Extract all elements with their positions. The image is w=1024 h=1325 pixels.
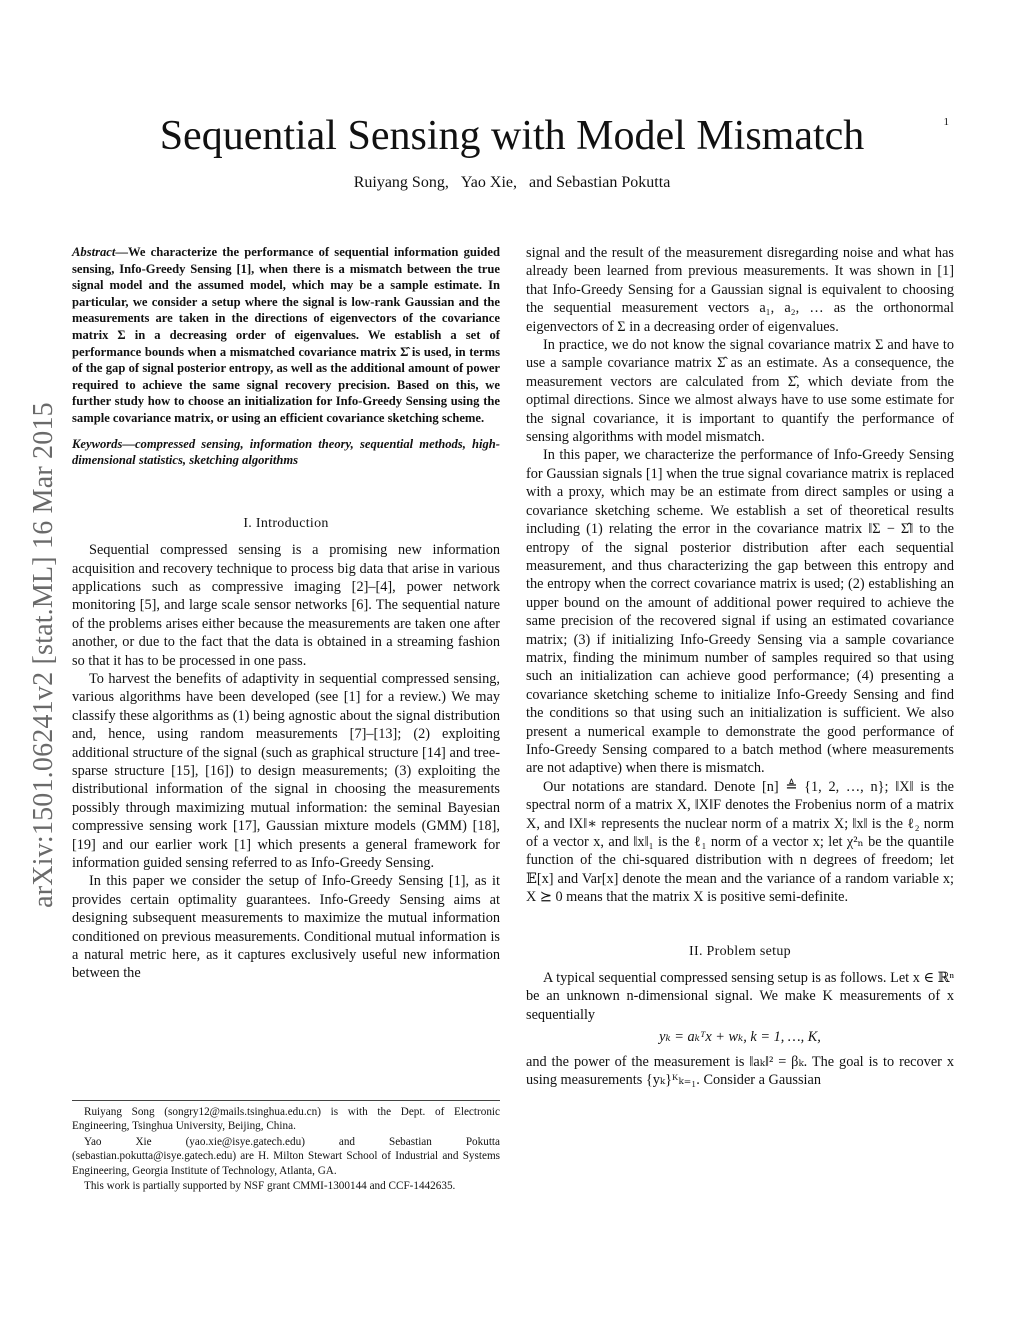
footnote: This work is partially supported by NSF grant CMMI-1300144 and CCF-1442635. [84,1180,456,1193]
arxiv-stamp [18,340,70,970]
abstract-text: —We characterize the performance of sequential information guided sensing, Info-Greedy Sensing [1], when there is a mismatch between the true signal model and the assumed model, which may be a sample estimate. In particular, we consider a setup where the signal is low-rank Gaussian and the measurements are taken in the directions of eigenvectors of the covariance matrix Σ in a decreasing order of eigenvalues. We establish a set of performance bounds when a mismatched covariance matrix Σ̂ is used, in terms of the gap of signal posterior entropy, as well as the additional amount of power required to achieve the same signal recovery precision. Based on this, we further study how to choose an initialization for Info-Greedy Sensing using the sample covariance matrix, or using an efficient covariance sketching scheme. [72,245,500,425]
abstract-label: Abstract [72,245,116,259]
equation: yₖ = aₖᵀx + wₖ, k = 1, …, K, [659,1029,821,1046]
paragraph: Sequential compressed sensing is a promising new information acquisition and recovery technique to process big data that arise in various applications such as compressive imaging [2]–[4], power network monitoring [5], and large scale sensor networks [6]. The sequential nature of the problems arises either because the measurements are taken one after another, or due to the fact that the data is obtained in a streaming fashion so that it has to be processed in one pass. [72,542,500,669]
footnote: Ruiyang Song (songry12@mails.tsinghua.edu.cn) is with the Dept. of Electronic Engineering, Tsinghua University, Beijing, China. [72,1106,500,1133]
paper-title: Sequential Sensing with Model Mismatch [159,113,865,159]
footnote: Yao Xie (yao.xie@isye.gatech.edu) and Sebastian Pokutta (sebastian.pokutta@isye.gatech.edu) are H. Milton Stewart School of Industrial and Systems Engineering, Georgia Institute of Technology, Atlanta, GA. [72,1135,500,1177]
paragraph: signal and the result of the measurement disregarding noise and what has already been learned from previous measurements. It was shown in [1] that Info-Greedy Sensing for a Gaussian signal is equivalent to choosing the sequential measurement vectors a₁, a₂, … as the orthonormal eigenvectors of Σ in a decreasing order of eigenvalues. [526,245,954,335]
keywords [72,436,500,469]
page-number: 1 [943,116,949,128]
author: Yao Xie, [460,174,517,191]
footnotes [72,1100,500,1194]
paragraph: A typical sequential compressed sensing setup is as follows. Let x ∈ ℝⁿ be an unknown n-dimensional signal. We make K measurements of x sequentially [526,970,954,1023]
paragraph: and the power of the measurement is ‖aₖ‖² = βₖ. The goal is to recover x using measurements {yₖ}ᴷₖ₌₁. Consider a Gaussian [526,1053,954,1089]
paragraph: In this paper, we characterize the performance of Info-Greedy Sensing for Gaussian signals [1] when the true signal covariance matrix is replaced with a proxy, which may be an estimate from direct samples or using a covariance sketching scheme. We establish a set of theoretical results including (1) relating the error in the covariance matrix ‖Σ − Σ̂‖ to the entropy of the signal posterior distribution after each sequential measurement, and thus characterizing the gap between this entropy and the entropy when the correct covariance matrix is used; (2) establishing an upper bound on the amount of additional power required to achieve the same precision of the recovered signal if using an estimated covariance matrix; (3) if initializing Info-Greedy Sensing via a sample covariance matrix, finding the minimum number of samples required so that using such an initialization can achieve good performance; (4) presenting a covariance sketching scheme to initialize Info-Greedy Sensing and find the conditions so that using such an initialization is sufficient. We also present a numerical example to demonstrate the good performance of Info-Greedy Sensing compared to a batch method (where measurements are not adaptive) when there is mismatch. [526,447,954,777]
author: Ruiyang Song, [353,174,449,191]
author: and Sebastian Pokutta [528,174,671,191]
paragraph: Our notations are standard. Denote [n] ≜ {1, 2, …, n}; ‖X‖ is the spectral norm of a matrix X, ‖X‖F denotes the Frobenius norm of a matrix X, and ‖X‖∗ represents the nuclear norm of a matrix X; ‖x‖ is the ℓ₂ norm of a vector x, and ‖x‖₁ is the ℓ₁ norm of a vector x; let χ²ₙ be the quantile function of the chi-squared distribution with n degrees of freedom; let 𝔼[x] and Var[x] denote the mean and the variance of a random variable x; X ⪰ 0 means that the matrix X is positive semi-definite. [526,778,954,906]
right-column [526,244,954,1089]
keywords-text: —compressed sensing, information theory, sequential methods, high-dimensional statistics, sketching algorithms [72,436,500,468]
keywords-label: Keywords [72,436,123,451]
left-column [72,244,500,983]
section-heading: II. Problem setup [689,943,791,959]
section-heading: I. Introduction [243,515,329,531]
paragraph: To harvest the benefits of adaptivity in sequential compressed sensing, various algorithms have been developed (see [1] for a review.) We may classify these algorithms as (1) being agnostic about the signal distribution and, hence, using random measurements [7]–[13]; (2) exploiting additional structure of the signal (such as graphical structure [14] and tree-sparse structure [15], [16]) to design measurements; (3) exploiting the distributional information of the signal in choosing the measurements possibly through maximizing mutual information: the seminal Bayesian compressive sensing work [17], Gaussian mixture models (GMM) [18], [19] and our earlier work [1] which presents a general framework for information guided sensing referred to as Info-Greedy Sensing. [72,670,500,872]
author-list [0,174,1024,192]
abstract [72,244,500,427]
paragraph: In this paper we consider the setup of Info-Greedy Sensing [1], as it provides certain optimality guarantees. Info-Greedy Sensing aims at designing subsequent measurements to maximize the mutual information conditioned on previous measurements. Conditional mutual information is a natural metric here, as it captures exclusively useful new information between the [72,873,500,982]
paragraph: In practice, we do not know the signal covariance matrix Σ and have to use a sample covariance matrix Σ̂ as an estimate. As a consequence, the measurement vectors are calculated from Σ̂, which deviate from the optimal directions. Since we almost always have to use some estimate for the signal covariance, it is important to quantify the performance of sensing algorithms with model mismatch. [526,337,954,446]
arxiv-id: arXiv:1501.06241v2 [stat.ML] 16 Mar 2015 [28,402,59,908]
